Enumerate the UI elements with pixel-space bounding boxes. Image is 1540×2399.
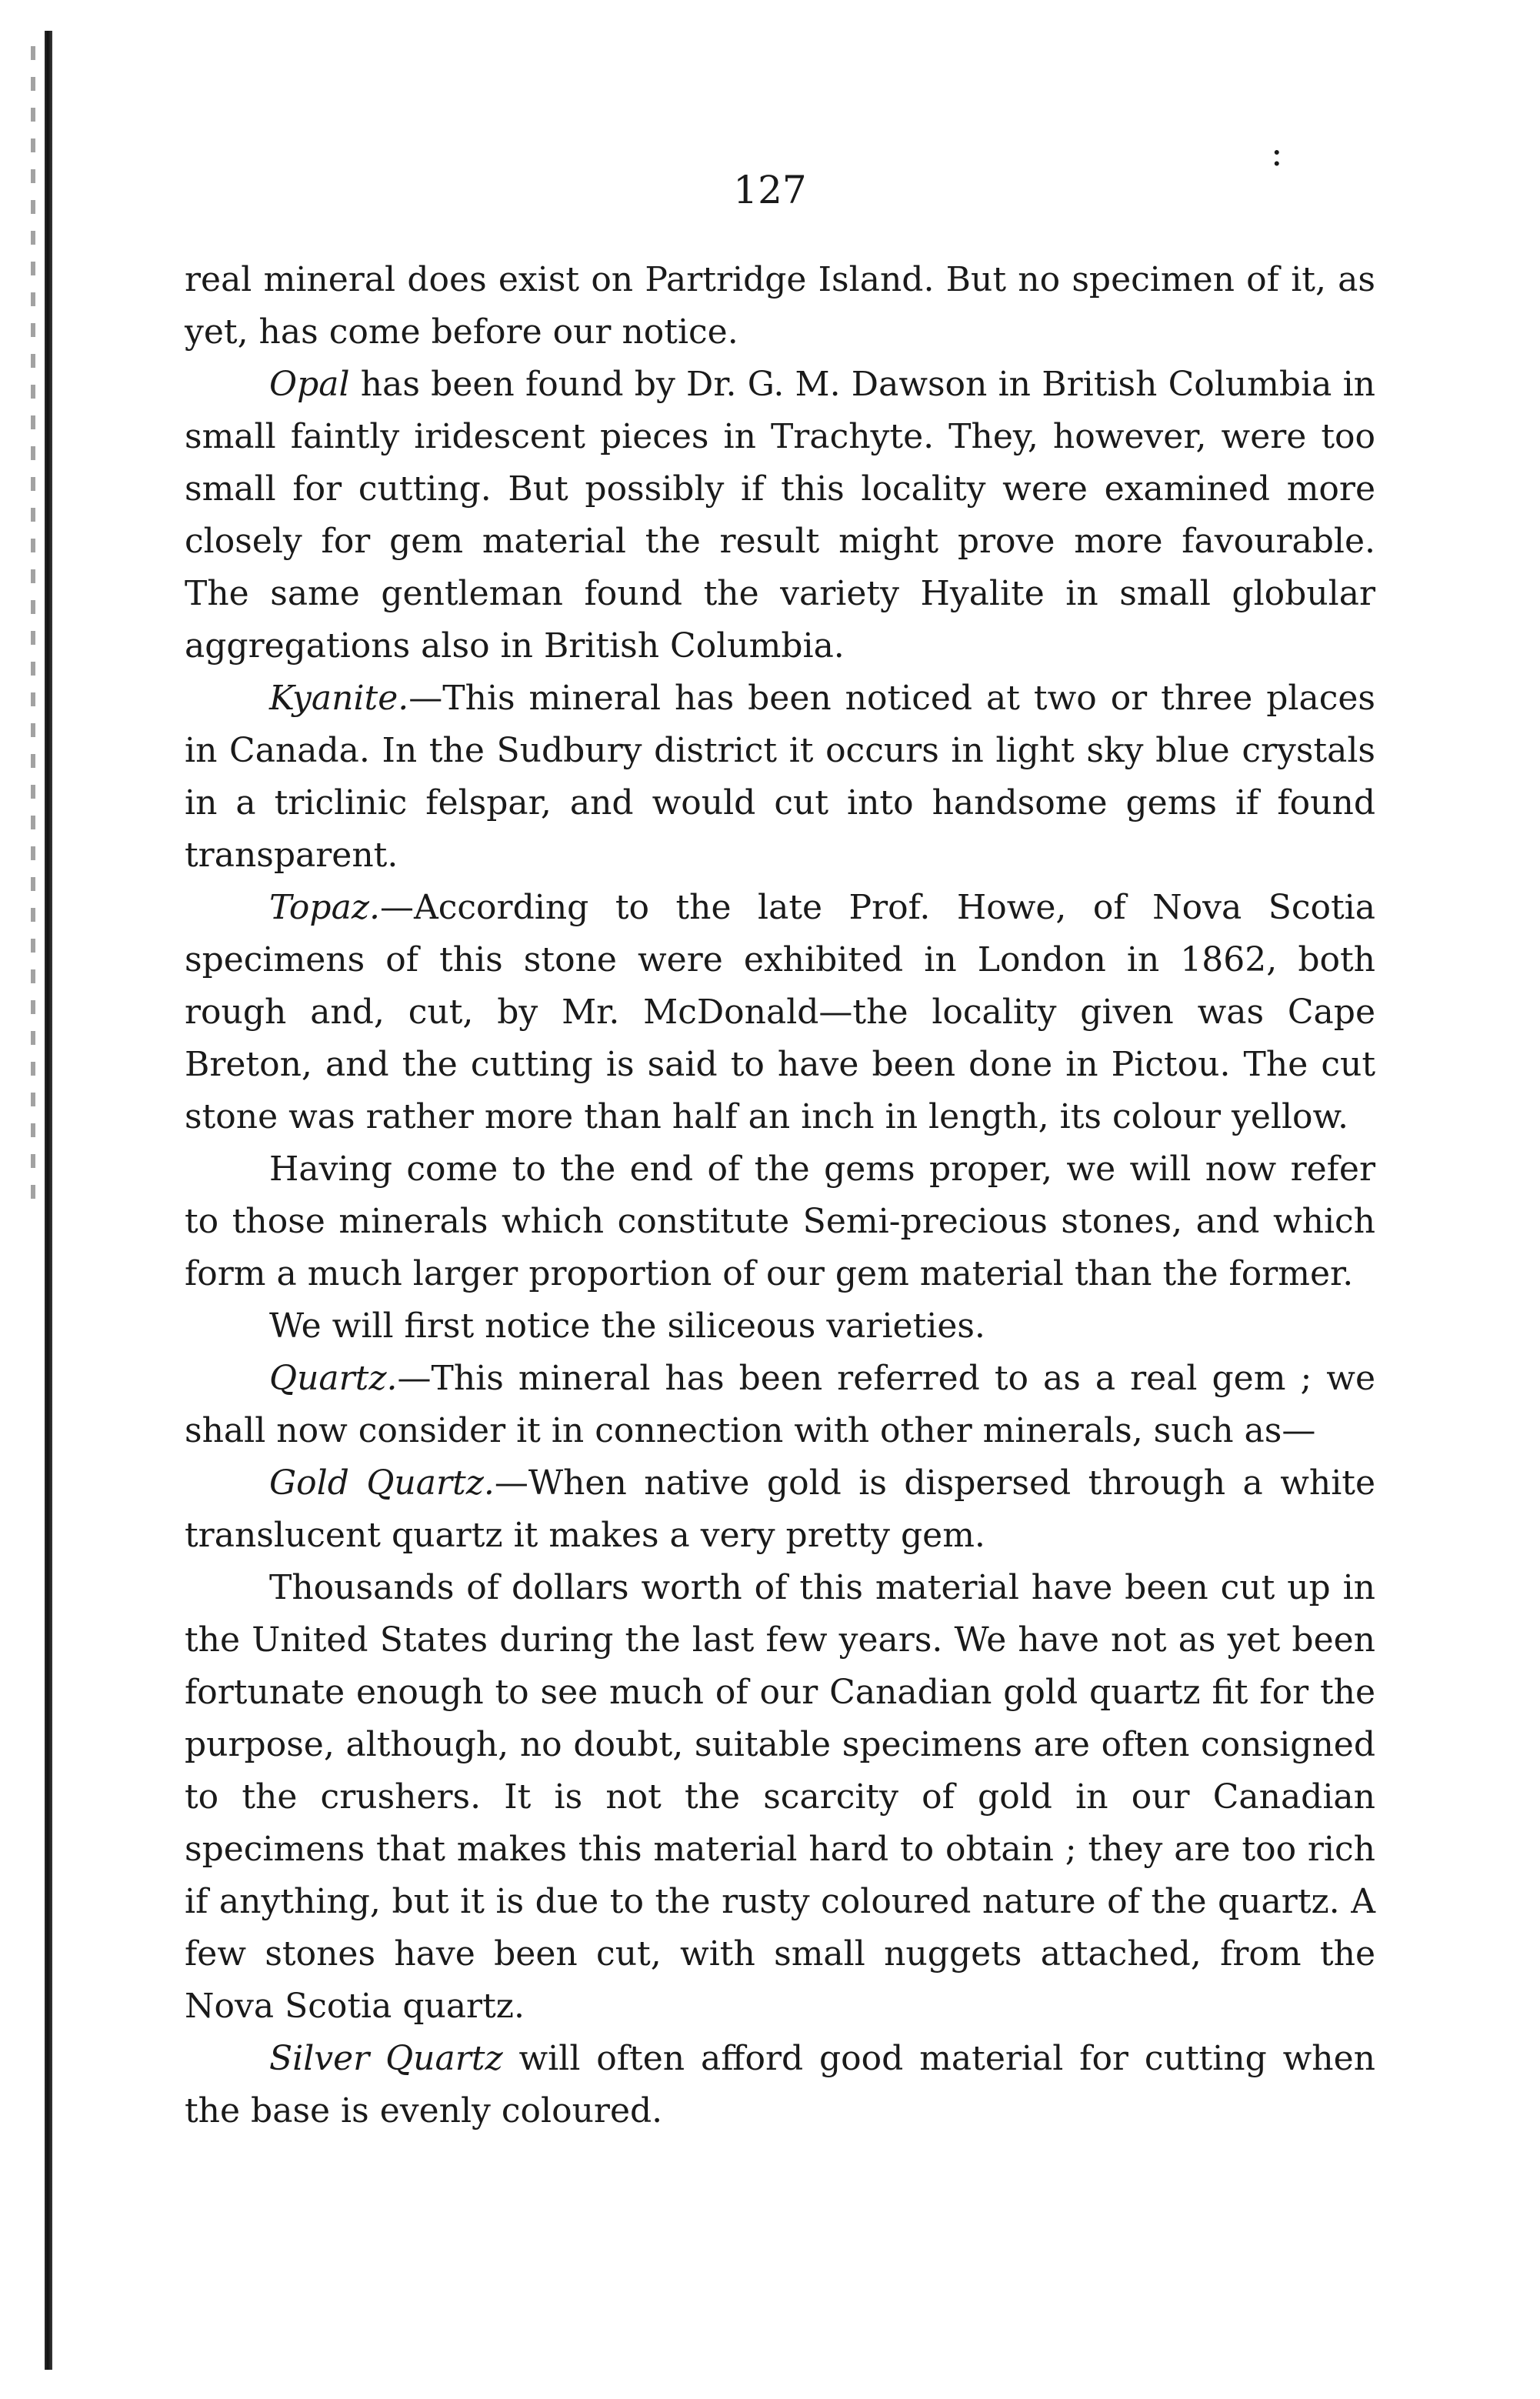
paragraph-quartz (185, 1353, 1375, 1457)
page-binding-edge (45, 31, 52, 2370)
term-kyanite: Kyanite. (269, 679, 409, 718)
paragraph-text: has been found by Dr. G. M. Dawson in British Columbia in small faintly iridescent pieces in Trachyte. They, however, were too small for cutting. But possibly if this locality were examined more closely for gem material the result might prove more favourable. The same gentleman found the variety Hyalite in small globular aggregations also in British Columbia. (185, 365, 1375, 666)
paragraph-text: Thousands of dollars worth of this material have been cut up in the United States during the last few years. We have not as yet been fortunate enough to see much of our Canadian gold quartz fit for the purpose, although, no doubt, suitable specimens are often consigned to the crushers. It is not the scarcity of gold in our Canadian specimens that makes this material hard to obtain ; they are too rich if anything, but it is due to the rusty coloured nature of the quartz. A few stones have been cut, with small nuggets attached, from the Nova Scotia quartz. (185, 1568, 1375, 2026)
paragraph-opal (185, 359, 1375, 672)
paragraph-gold-quartz-cutting (185, 1562, 1375, 2033)
term-topaz: Topaz. (269, 888, 380, 927)
paragraph-text: real mineral does exist on Partridge Island. But no specimen of it, as yet, has come before our notice. (185, 260, 1375, 352)
paragraph-partridge-island (185, 254, 1375, 359)
paragraph-text: Having come to the end of the gems proper, we will now refer to those minerals which constitute Semi-precious stones, and which form a much larger proportion of our gem material than the former. (185, 1149, 1375, 1293)
page-binding-shadow (31, 46, 35, 1200)
corner-mark: : (1271, 132, 1283, 174)
term-opal: Opal (269, 365, 350, 404)
paragraph-gold-quartz (185, 1457, 1375, 1562)
paragraph-silver-quartz (185, 2033, 1375, 2137)
paragraph-text: —This mineral has been referred to as a real gem ; we shall now consider it in connection with other minerals, such as— (185, 1359, 1375, 1450)
paragraph-siliceous (185, 1300, 1375, 1353)
paragraph-text: will often afford good material for cutting when the base is evenly coloured. (185, 2039, 1375, 2130)
paragraph-text: —This mineral has been noticed at two or three places in Canada. In the Sudbury district it occurs in light sky blue crystals in a triclinic felspar, and would cut into handsome gems if found transparent. (185, 679, 1375, 875)
term-gold-quartz: Gold Quartz. (269, 1463, 495, 1503)
paragraph-kyanite (185, 672, 1375, 882)
paragraph-text: —When native gold is dispersed through a white translucent quartz it makes a very pretty gem. (185, 1463, 1375, 1555)
term-quartz: Quartz. (269, 1359, 398, 1398)
paragraph-semi-precious (185, 1143, 1375, 1300)
page-number: 127 (733, 168, 807, 212)
paragraph-text: —According to the late Prof. Howe, of Nova Scotia specimens of this stone were exhibited in London in 1862, both rough and, cut, by Mr. McDonald—the locality given was Cape Breton, and the cutting is said to have been done in Pictou. The cut stone was rather more than half an inch in length, its colour yellow. (185, 888, 1375, 1136)
paragraph-text: We will first notice the siliceous varieties. (269, 1306, 985, 1346)
paragraph-topaz (185, 882, 1375, 1143)
term-silver-quartz: Silver Quartz (269, 2039, 503, 2078)
body-text (185, 254, 1375, 2137)
